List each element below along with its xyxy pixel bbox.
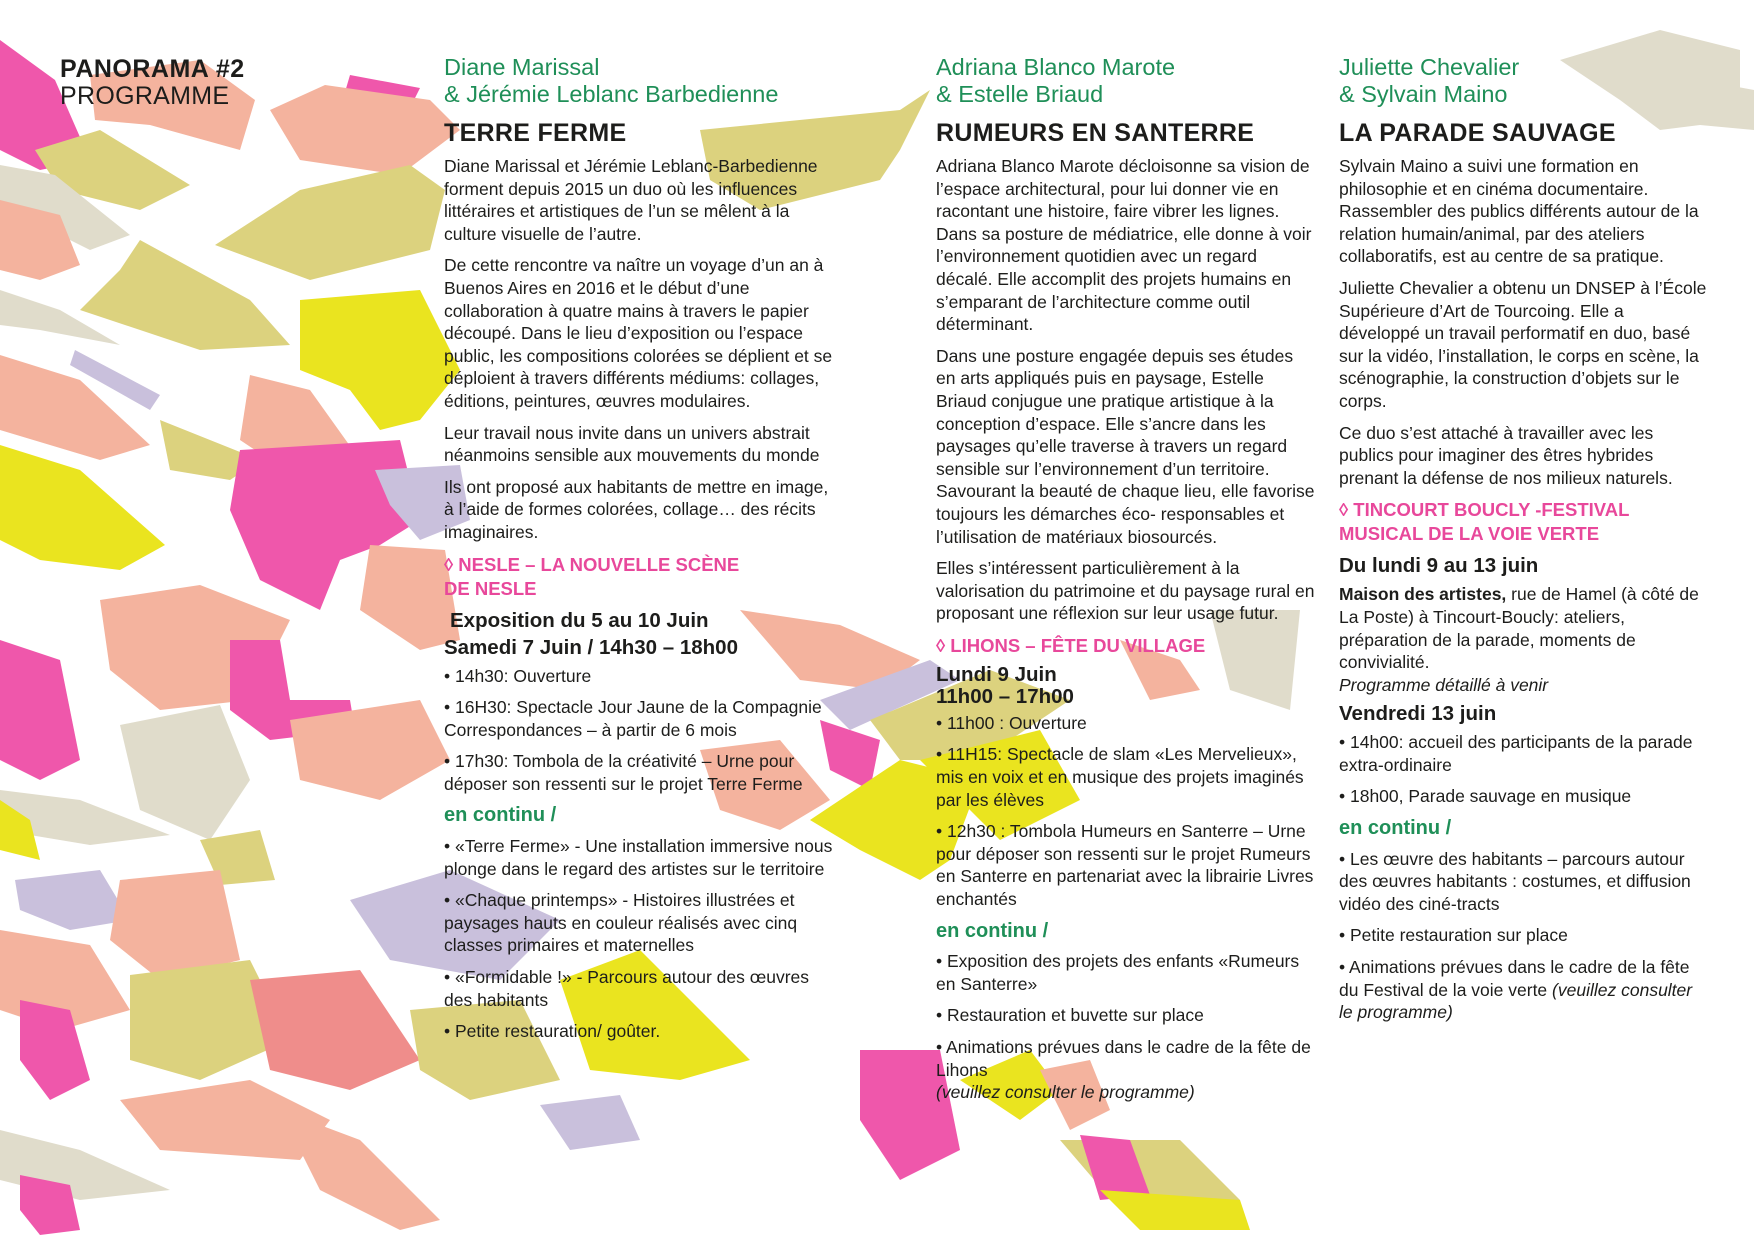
venue-name: Maison des artistes, [1339, 584, 1507, 605]
paragraph: Adriana Blanco Marote décloisonne sa vision de l’espace architectural, pour lui donner vie en racontant une histoire, faire vibrer les lignes. Dans sa posture de médiatrice, elle donne à voir l’environnement quotidien avec un regard décalé. Elle accomplit des projets humains en s’emparant de l’architecture comme outil déterminant. [936, 156, 1312, 335]
program-note: Programme détaillé à venir [1339, 674, 1549, 695]
list-item: • 14h00: accueil des participants de la parade extra-ordinaire [1339, 732, 1693, 775]
date-heading: Samedi 7 Juin / 14h30 – 18h00 [444, 635, 738, 659]
artist-name: & Sylvain Maino [1339, 80, 1508, 107]
artist-name: & Jérémie Leblanc Barbedienne [444, 80, 779, 107]
artists-names [444, 54, 839, 107]
paragraph: Elles s’intéressent particulièrement à la valorisation du patrimoine et du paysage rural en proposant une réflexion sur leur usage futur. [936, 558, 1315, 624]
shape-olive [215, 165, 445, 280]
list-item: • «Formidable !» - Parcours autour des œuvres des habitants [444, 967, 810, 1010]
venue-line: ◊ TINCOURT BOUCLY -FESTIVAL [1339, 499, 1630, 521]
artist-name: Adriana Blanco Marote [936, 54, 1176, 80]
artist-name: Juliette Chevalier [1339, 54, 1520, 80]
date-heading: Vendredi 13 juin [1339, 702, 1497, 726]
paragraph: Juliette Chevalier a obtenu un DNSEP à l’École Supérieure d’Art de Tourcoing. Elle a développé un travail performatif en duo, basé sur la vidéo, l’installation, le corps en scène, la scénographie, la construction d’objets sur le corps. [1339, 277, 1707, 411]
continuous-label: en continu / [936, 919, 1049, 942]
shape-beige [120, 705, 250, 840]
column-rumeurs-en-santerre [936, 54, 1316, 1104]
venue-line: MUSICAL DE LA VOIE VERTE [1339, 523, 1600, 545]
continuous-list [444, 835, 839, 1043]
list-item [936, 1036, 1316, 1081]
list-item: • «Chaque printemps» - Histoires illustrées et paysages hauts en couleur réalisés avec cinq classes primaires et maternelles [444, 890, 798, 956]
schedule-list [444, 665, 839, 796]
date-heading: 11h00 – 17h00 [936, 684, 1074, 708]
column-la-parade-sauvage [1339, 54, 1709, 1033]
brand-title: PANORAMA #2 [60, 55, 245, 83]
brand-subtitle: PROGRAMME [60, 82, 230, 110]
project-title: LA PARADE SAUVAGE [1339, 119, 1616, 147]
list-item: • «Terre Ferme» - Une installation immersive nous plonge dans le regard des artistes sur le territoire [444, 836, 833, 879]
venue-line: DE NESLE [444, 577, 537, 599]
paragraph: Diane Marissal et Jérémie Leblanc-Barbedienne forment depuis 2015 un duo où les influences littéraires et artistiques de l’un se mêlent à la culture visuelle de l’autre. [444, 156, 818, 244]
shape-lilac [540, 1095, 640, 1150]
venue-text: rue de Hamel (à côté de La Poste) à Tincourt-Boucly: ateliers, préparation de la parade, moments de convivialité. [1339, 584, 1699, 673]
list-item: • Petite restauration sur place [1339, 925, 1568, 946]
venue-heading [936, 634, 1316, 658]
column-terre-ferme [444, 54, 839, 1052]
list-item: • Restauration et buvette sur place [936, 1005, 1204, 1026]
list-item: • 11h00 : Ouverture [936, 712, 1087, 733]
list-item: • Les œuvre des habitants – parcours autour des œuvres habitants : costumes, et diffusion vidéo des ciné-tracts [1339, 848, 1691, 914]
brand-block [60, 56, 245, 110]
list-item-text: • Animations prévues dans le cadre de la fête de Lihons [936, 1037, 1311, 1080]
shape-lilac [15, 870, 130, 930]
list-item: • Petite restauration/ goûter. [444, 1021, 661, 1042]
list-item: • 17h30: Tombola de la créativité – Urne pour déposer son ressenti sur le projet Terre Ferme [444, 751, 803, 794]
paragraph: De cette rencontre va naître un voyage d’un an à Buenos Aires en 2016 et le début d’une collaboration à quatre mains à travers le papier découpé. Dans le lieu d’exposition ou l’espace public, les compositions colorées se déplient et se déploient à travers différents médiums: collages, éditions, peintures, œuvres modulaires. [444, 255, 833, 411]
list-item: • 16H30: Spectacle Jour Jaune de la Compagnie Correspondances – à partir de 6 mois [444, 697, 822, 740]
venue-line: ◊ LIHONS – FÊTE DU VILLAGE [936, 634, 1206, 656]
list-item: • 14h30: Ouverture [444, 665, 592, 686]
list-item: • Exposition des projets des enfants «Rumeurs en Santerre» [936, 951, 1300, 994]
paragraph: Sylvain Maino a suivi une formation en philosophie et en cinéma documentaire. Rassembler des publics différents autour de la relation humain/animal, par des ateliers collaboratifs, est au centre de sa pratique. [1339, 156, 1699, 267]
schedule-list [1339, 731, 1709, 808]
artist-name: Diane Marissal [444, 54, 600, 80]
project-title: TERRE FERME [444, 119, 627, 147]
shape-salmon [270, 85, 460, 175]
date-heading: Exposition du 5 au 10 Juin [450, 608, 709, 632]
paragraph: Ils ont proposé aux habitants de mettre en image, à l’aide de formes colorées, collage… des récits imaginaires. [444, 476, 829, 542]
continuous-list [1339, 848, 1709, 1024]
artist-name: & Estelle Briaud [936, 80, 1104, 107]
list-item-text: • Animations prévues dans le cadre de la fête du Festival de la voie verte [1339, 957, 1690, 1000]
shape-salmon [0, 355, 150, 460]
artists-names [1339, 54, 1709, 107]
venue-description [1339, 583, 1709, 673]
artists-names [936, 54, 1316, 107]
list-item: • 12h30 : Tombola Humeurs en Santerre – Urne pour déposer son ressenti sur le projet Rumeurs en Santerre en partenariat avec la librairie Livres enchantés [936, 821, 1314, 910]
shape-salmon [280, 1110, 440, 1230]
shape-pink [0, 640, 80, 780]
continuous-label: en continu / [1339, 817, 1452, 840]
paragraph: Leur travail nous invite dans un univers abstrait néanmoins sensible aux mouvements du monde [444, 422, 820, 466]
venue-heading [1339, 498, 1709, 546]
date-heading: Lundi 9 Juin [936, 662, 1057, 686]
paragraph: Ce duo s’est attaché à travailler avec les publics pour imaginer des êtres hybrides prenant la défense de nos milieux naturels. [1339, 422, 1673, 488]
project-title: RUMEURS EN SANTERRE [936, 119, 1255, 147]
shape-yellow [0, 445, 165, 570]
continuous-label: en continu / [444, 804, 557, 827]
venue-heading [444, 553, 839, 601]
shape-salmon [110, 870, 240, 980]
venue-line: ◊ NESLE – LA NOUVELLE SCÈNE [444, 553, 740, 575]
list-item [1339, 956, 1709, 1024]
paragraph: Dans une posture engagée depuis ses études en arts appliqués puis en paysage, Estelle Briaud conjugue une pratique artistique à la conception d’espace. Elle s’ancre dans les paysages qu’elle traverse à travers un regard sensible sur l’environnement d’un territoire. Savourant la beauté de chaque lieu, elle favorise toujours les démarches éco- responsables et l’utilisation de matériaux biosourcés. [936, 345, 1315, 547]
date-heading: Du lundi 9 au 13 juin [1339, 554, 1539, 578]
program-note: (veuillez consulter le programme) [1339, 979, 1693, 1023]
continuous-list [936, 950, 1316, 1081]
shape-rose [250, 970, 420, 1090]
list-item: • 11H15: Spectacle de slam «Les Mervelieux», mis en voix et en musique des projets imaginés par les élèves [936, 744, 1304, 810]
list-item: • 18h00, Parade sauvage en musique [1339, 786, 1632, 807]
shape-yellow [300, 290, 460, 430]
program-note: (veuillez consulter le programme) [936, 1082, 1195, 1103]
schedule-list [936, 712, 1316, 911]
